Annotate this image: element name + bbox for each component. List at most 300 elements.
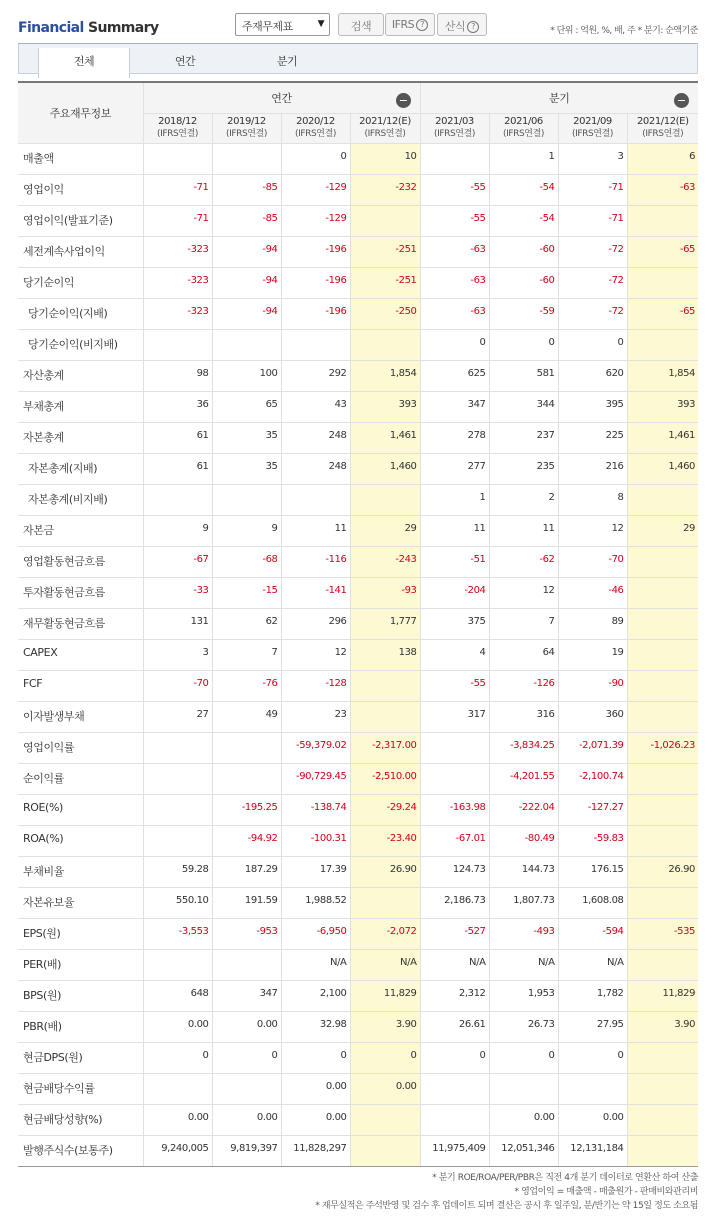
value-cell: 648 — [143, 980, 212, 1011]
table-row — [18, 670, 698, 701]
value-cell: 1,608.08 — [558, 887, 627, 918]
value-cell: -71 — [558, 205, 627, 236]
value-cell — [420, 1104, 489, 1135]
value-cell: 35 — [212, 422, 281, 453]
value-cell: 1,854 — [627, 360, 698, 391]
value-cell: -2,510.00 — [350, 763, 420, 794]
period-basis: (IFRS연결) — [572, 129, 614, 139]
period-header — [558, 113, 627, 143]
value-cell: 1,953 — [489, 980, 558, 1011]
value-cell: 1,461 — [627, 422, 698, 453]
value-cell: 0.00 — [212, 1104, 281, 1135]
value-cell: 0.00 — [558, 1104, 627, 1135]
value-cell: 1,461 — [350, 422, 420, 453]
value-cell: 191.59 — [212, 887, 281, 918]
row-label: 부채비율 — [18, 856, 143, 887]
value-cell: 0.00 — [281, 1073, 350, 1104]
value-cell: -594 — [558, 918, 627, 949]
value-cell — [420, 1073, 489, 1104]
value-cell: 581 — [489, 360, 558, 391]
value-cell: -71 — [558, 174, 627, 205]
value-cell: -62 — [489, 546, 558, 577]
value-cell — [627, 577, 698, 608]
help-icon: ? — [467, 21, 479, 33]
value-cell: 344 — [489, 391, 558, 422]
value-cell: -72 — [558, 267, 627, 298]
search-button[interactable] — [338, 13, 384, 36]
tab-quarter[interactable]: 분기 — [276, 55, 298, 68]
period-name: 2021/03 — [435, 116, 474, 127]
value-cell: 550.10 — [143, 887, 212, 918]
row-label: PBR(배) — [18, 1011, 143, 1042]
value-cell: -2,072 — [350, 918, 420, 949]
value-cell: 9,819,397 — [212, 1135, 281, 1166]
value-cell: 0 — [558, 329, 627, 360]
value-cell — [350, 701, 420, 732]
value-cell — [281, 329, 350, 360]
value-cell: 0.00 — [143, 1104, 212, 1135]
financial-summary-table — [18, 81, 698, 1167]
row-label: 자본금 — [18, 515, 143, 546]
value-cell — [627, 949, 698, 980]
value-cell: 296 — [281, 608, 350, 639]
period-header — [143, 113, 212, 143]
footnotes — [315, 1171, 698, 1213]
value-cell: 2,312 — [420, 980, 489, 1011]
statement-type-select[interactable] — [235, 13, 330, 36]
value-cell: 2,186.73 — [420, 887, 489, 918]
period-basis: (IFRS연결) — [294, 129, 336, 139]
table-row — [18, 267, 698, 298]
value-cell — [627, 484, 698, 515]
value-cell: 277 — [420, 453, 489, 484]
value-cell: 138 — [350, 639, 420, 670]
value-cell: 248 — [281, 453, 350, 484]
table-row — [18, 887, 698, 918]
value-cell: 317 — [420, 701, 489, 732]
row-label: 현금DPS(원) — [18, 1042, 143, 1073]
formula-button-label: 산식 — [444, 20, 466, 33]
value-cell — [350, 1135, 420, 1166]
table-row — [18, 329, 698, 360]
value-cell — [143, 763, 212, 794]
value-cell: 316 — [489, 701, 558, 732]
value-cell — [350, 887, 420, 918]
value-cell: 61 — [143, 453, 212, 484]
value-cell: -1,026.23 — [627, 732, 698, 763]
value-cell: 235 — [489, 453, 558, 484]
table-row — [18, 918, 698, 949]
period-name: 2019/12 — [227, 116, 266, 127]
row-label: PER(배) — [18, 949, 143, 980]
table-row — [18, 980, 698, 1011]
table-row — [18, 298, 698, 329]
value-cell — [212, 143, 281, 174]
value-cell: 11,829 — [350, 980, 420, 1011]
value-cell — [281, 484, 350, 515]
value-cell: 0.00 — [489, 1104, 558, 1135]
value-cell — [212, 1073, 281, 1104]
value-cell: -71 — [143, 174, 212, 205]
value-cell: 1 — [489, 143, 558, 174]
value-cell: 43 — [281, 391, 350, 422]
value-cell: 393 — [350, 391, 420, 422]
value-cell: 12 — [281, 639, 350, 670]
value-cell: -65 — [627, 236, 698, 267]
row-label: 당기순이익(지배) — [18, 298, 143, 329]
value-cell: -90 — [558, 670, 627, 701]
value-cell: -116 — [281, 546, 350, 577]
value-cell: -3,834.25 — [489, 732, 558, 763]
row-label: ROE(%) — [18, 794, 143, 825]
value-cell: -251 — [350, 236, 420, 267]
value-cell: 59.28 — [143, 856, 212, 887]
table-row — [18, 701, 698, 732]
row-label: 발행주식수(보통주) — [18, 1135, 143, 1166]
value-cell: 124.73 — [420, 856, 489, 887]
value-cell: -129 — [281, 174, 350, 205]
value-cell: 0 — [281, 143, 350, 174]
value-cell: 9 — [143, 515, 212, 546]
value-cell — [489, 1073, 558, 1104]
value-cell: N/A — [489, 949, 558, 980]
table-row — [18, 577, 698, 608]
value-cell: 27.95 — [558, 1011, 627, 1042]
footnote: * 재무실적은 주석반영 및 검수 후 업데이트 되며 결산은 공시 후 일주일, 분/반기는 약 15일 정도 소요됨 — [315, 1201, 698, 1211]
value-cell — [627, 1104, 698, 1135]
value-cell: 176.15 — [558, 856, 627, 887]
row-label: 재무활동현금흐름 — [18, 608, 143, 639]
value-cell — [558, 1073, 627, 1104]
value-cell: 0 — [489, 329, 558, 360]
search-button-label: 검색 — [350, 20, 372, 33]
row-label: 당기순이익(비지배) — [18, 329, 143, 360]
value-cell — [350, 484, 420, 515]
value-cell: -90,729.45 — [281, 763, 350, 794]
value-cell: -60 — [489, 267, 558, 298]
value-cell: -51 — [420, 546, 489, 577]
period-basis: (IFRS연결) — [642, 129, 684, 139]
value-cell: 12,131,184 — [558, 1135, 627, 1166]
value-cell — [627, 1135, 698, 1166]
value-cell: 11 — [281, 515, 350, 546]
period-header — [489, 113, 558, 143]
table-row — [18, 205, 698, 236]
value-cell: 61 — [143, 422, 212, 453]
value-cell — [143, 732, 212, 763]
value-cell: 1 — [420, 484, 489, 515]
row-label: 투자활동현금흐름 — [18, 577, 143, 608]
value-cell: 0 — [420, 329, 489, 360]
table-row — [18, 174, 698, 205]
value-cell — [420, 143, 489, 174]
period-name: 2021/06 — [504, 116, 543, 127]
value-cell: -126 — [489, 670, 558, 701]
table-row — [18, 453, 698, 484]
value-cell — [350, 329, 420, 360]
table-row — [18, 546, 698, 577]
row-label: BPS(원) — [18, 980, 143, 1011]
value-cell: N/A — [420, 949, 489, 980]
value-cell — [627, 1042, 698, 1073]
table-row — [18, 1135, 698, 1166]
value-cell — [212, 763, 281, 794]
value-cell: -493 — [489, 918, 558, 949]
chevron-down-icon: ▼ — [317, 19, 324, 29]
value-cell: N/A — [558, 949, 627, 980]
tab-annual[interactable]: 연간 — [174, 55, 196, 68]
value-cell: 4 — [420, 639, 489, 670]
value-cell: 35 — [212, 453, 281, 484]
value-cell: -46 — [558, 577, 627, 608]
value-cell: 36 — [143, 391, 212, 422]
table-row — [18, 608, 698, 639]
footnote: * 분기 ROE/ROA/PER/PBR은 직전 4개 분기 데이터로 연환산 하여 산출 — [432, 1173, 698, 1183]
value-cell: -323 — [143, 298, 212, 329]
value-cell: -33 — [143, 577, 212, 608]
value-cell — [143, 143, 212, 174]
value-cell: 6 — [627, 143, 698, 174]
value-cell: 375 — [420, 608, 489, 639]
value-cell: -196 — [281, 298, 350, 329]
period-name: 2021/09 — [573, 116, 612, 127]
value-cell: -138.74 — [281, 794, 350, 825]
value-cell: -100.31 — [281, 825, 350, 856]
table-row — [18, 236, 698, 267]
value-cell: 0.00 — [212, 1011, 281, 1042]
value-cell: 11,828,297 — [281, 1135, 350, 1166]
period-header — [212, 113, 281, 143]
value-cell: -59 — [489, 298, 558, 329]
value-cell: -222.04 — [489, 794, 558, 825]
value-cell: -243 — [350, 546, 420, 577]
value-cell: -85 — [212, 205, 281, 236]
period-basis: (IFRS연결) — [434, 129, 476, 139]
value-cell: 26.90 — [350, 856, 420, 887]
value-cell: -63 — [627, 174, 698, 205]
value-cell — [143, 794, 212, 825]
period-basis: (IFRS연결) — [503, 129, 545, 139]
value-cell — [420, 732, 489, 763]
value-cell — [627, 639, 698, 670]
table-row — [18, 1042, 698, 1073]
value-cell: -141 — [281, 577, 350, 608]
value-cell: 49 — [212, 701, 281, 732]
value-cell: 187.29 — [212, 856, 281, 887]
value-cell — [143, 1073, 212, 1104]
value-cell: 12,051,346 — [489, 1135, 558, 1166]
period-name: 2021/12(E) — [359, 116, 411, 127]
value-cell: -2,317.00 — [350, 732, 420, 763]
value-cell: 3.90 — [627, 1011, 698, 1042]
table-row — [18, 1104, 698, 1135]
value-cell: 11,975,409 — [420, 1135, 489, 1166]
value-cell: 10 — [350, 143, 420, 174]
title-summary: Summary — [87, 20, 159, 36]
table-row — [18, 391, 698, 422]
value-cell: 32.98 — [281, 1011, 350, 1042]
value-cell — [627, 329, 698, 360]
value-cell: -232 — [350, 174, 420, 205]
value-cell: 0.00 — [143, 1011, 212, 1042]
value-cell: 98 — [143, 360, 212, 391]
help-icon: ? — [416, 19, 428, 31]
value-cell — [627, 887, 698, 918]
value-cell — [212, 732, 281, 763]
row-label: ROA(%) — [18, 825, 143, 856]
units-note: * 단위 : 억원, %, 배, 주 * 분기: 순액기준 — [550, 26, 698, 36]
value-cell: -70 — [143, 670, 212, 701]
value-cell: 0.00 — [281, 1104, 350, 1135]
value-cell — [212, 484, 281, 515]
value-cell: -196 — [281, 236, 350, 267]
value-cell: -85 — [212, 174, 281, 205]
value-cell: 65 — [212, 391, 281, 422]
table-row — [18, 422, 698, 453]
value-cell: -55 — [420, 670, 489, 701]
value-cell: -129 — [281, 205, 350, 236]
value-cell: 1,988.52 — [281, 887, 350, 918]
ifrs-button[interactable] — [385, 13, 435, 36]
tab-all[interactable]: 전체 — [38, 48, 130, 78]
value-cell — [627, 546, 698, 577]
value-cell: 1,460 — [627, 453, 698, 484]
value-cell: 19 — [558, 639, 627, 670]
value-cell: 3 — [143, 639, 212, 670]
value-cell: 0 — [143, 1042, 212, 1073]
row-label: 자본총계(지배) — [18, 453, 143, 484]
value-cell: -250 — [350, 298, 420, 329]
period-basis: (IFRS연결) — [156, 129, 198, 139]
value-cell: 1,460 — [350, 453, 420, 484]
value-cell: -54 — [489, 205, 558, 236]
value-cell: -94 — [212, 236, 281, 267]
period-header — [281, 113, 350, 143]
footnote: * 영업이익 = 매출액 - 매출원가 - 판매비와관리비 — [514, 1187, 698, 1197]
value-cell: 8 — [558, 484, 627, 515]
value-cell: -6,950 — [281, 918, 350, 949]
value-cell: -70 — [558, 546, 627, 577]
value-cell: 26.73 — [489, 1011, 558, 1042]
value-cell: 216 — [558, 453, 627, 484]
row-label: 순이익률 — [18, 763, 143, 794]
value-cell: 1,807.73 — [489, 887, 558, 918]
value-cell: 0.00 — [350, 1073, 420, 1104]
table-row — [18, 794, 698, 825]
value-cell: 27 — [143, 701, 212, 732]
table-row — [18, 484, 698, 515]
row-label: 영업이익(발표기준) — [18, 205, 143, 236]
value-cell: -163.98 — [420, 794, 489, 825]
value-cell: 26.90 — [627, 856, 698, 887]
table-row — [18, 515, 698, 546]
row-label: 현금배당성향(%) — [18, 1104, 143, 1135]
value-cell — [627, 267, 698, 298]
value-cell — [627, 608, 698, 639]
row-label: 자산총계 — [18, 360, 143, 391]
value-cell — [627, 205, 698, 236]
statement-type-value: 주재무제표 — [242, 20, 293, 33]
collapse-annual-icon[interactable] — [396, 93, 411, 108]
row-label: 영업이익률 — [18, 732, 143, 763]
value-cell: -196 — [281, 267, 350, 298]
period-name: 2020/12 — [296, 116, 335, 127]
table-row — [18, 825, 698, 856]
value-cell: -80.49 — [489, 825, 558, 856]
value-cell: 100 — [212, 360, 281, 391]
value-cell: 0 — [489, 1042, 558, 1073]
value-cell: 9,240,005 — [143, 1135, 212, 1166]
value-cell: N/A — [350, 949, 420, 980]
row-label: CAPEX — [18, 639, 143, 670]
value-cell: -72 — [558, 236, 627, 267]
value-cell: -4,201.55 — [489, 763, 558, 794]
period-name: 2021/12(E) — [636, 116, 689, 127]
value-cell: 62 — [212, 608, 281, 639]
value-cell — [627, 1073, 698, 1104]
period-header — [627, 113, 698, 143]
value-cell: -71 — [143, 205, 212, 236]
value-cell: 237 — [489, 422, 558, 453]
row-label: 자본유보율 — [18, 887, 143, 918]
section-title — [18, 20, 158, 36]
value-cell: 17.39 — [281, 856, 350, 887]
value-cell: 3.90 — [350, 1011, 420, 1042]
value-cell: 11 — [420, 515, 489, 546]
value-cell: 26.61 — [420, 1011, 489, 1042]
collapse-quarter-icon[interactable] — [674, 93, 689, 108]
value-cell: 620 — [558, 360, 627, 391]
value-cell — [212, 329, 281, 360]
period-header — [350, 113, 420, 143]
value-cell: 0 — [281, 1042, 350, 1073]
value-cell: 0 — [558, 1042, 627, 1073]
row-label: FCF — [18, 670, 143, 701]
quarter-group-header — [420, 82, 698, 113]
value-cell — [627, 794, 698, 825]
value-cell: 0 — [420, 1042, 489, 1073]
period-name: 2018/12 — [158, 116, 197, 127]
table-row — [18, 639, 698, 670]
value-cell: 29 — [350, 515, 420, 546]
value-cell: 144.73 — [489, 856, 558, 887]
row-label: EPS(원) — [18, 918, 143, 949]
value-cell: -68 — [212, 546, 281, 577]
summary-header — [18, 12, 698, 42]
value-cell: 0 — [350, 1042, 420, 1073]
value-cell — [350, 1104, 420, 1135]
value-cell: -3,553 — [143, 918, 212, 949]
annual-group-header — [143, 82, 420, 113]
row-label: 영업활동현금흐름 — [18, 546, 143, 577]
quarter-group-label: 분기 — [549, 91, 570, 105]
value-cell: -128 — [281, 670, 350, 701]
value-cell: 64 — [489, 639, 558, 670]
value-cell: -67 — [143, 546, 212, 577]
value-cell: -59.83 — [558, 825, 627, 856]
value-cell — [143, 484, 212, 515]
value-cell: -63 — [420, 236, 489, 267]
value-cell: 1,854 — [350, 360, 420, 391]
value-cell — [143, 329, 212, 360]
row-label: 매출액 — [18, 143, 143, 174]
row-label: 부채총계 — [18, 391, 143, 422]
table-row — [18, 732, 698, 763]
value-cell: -23.40 — [350, 825, 420, 856]
formula-button[interactable] — [437, 13, 487, 36]
value-cell: -127.27 — [558, 794, 627, 825]
value-cell: N/A — [281, 949, 350, 980]
